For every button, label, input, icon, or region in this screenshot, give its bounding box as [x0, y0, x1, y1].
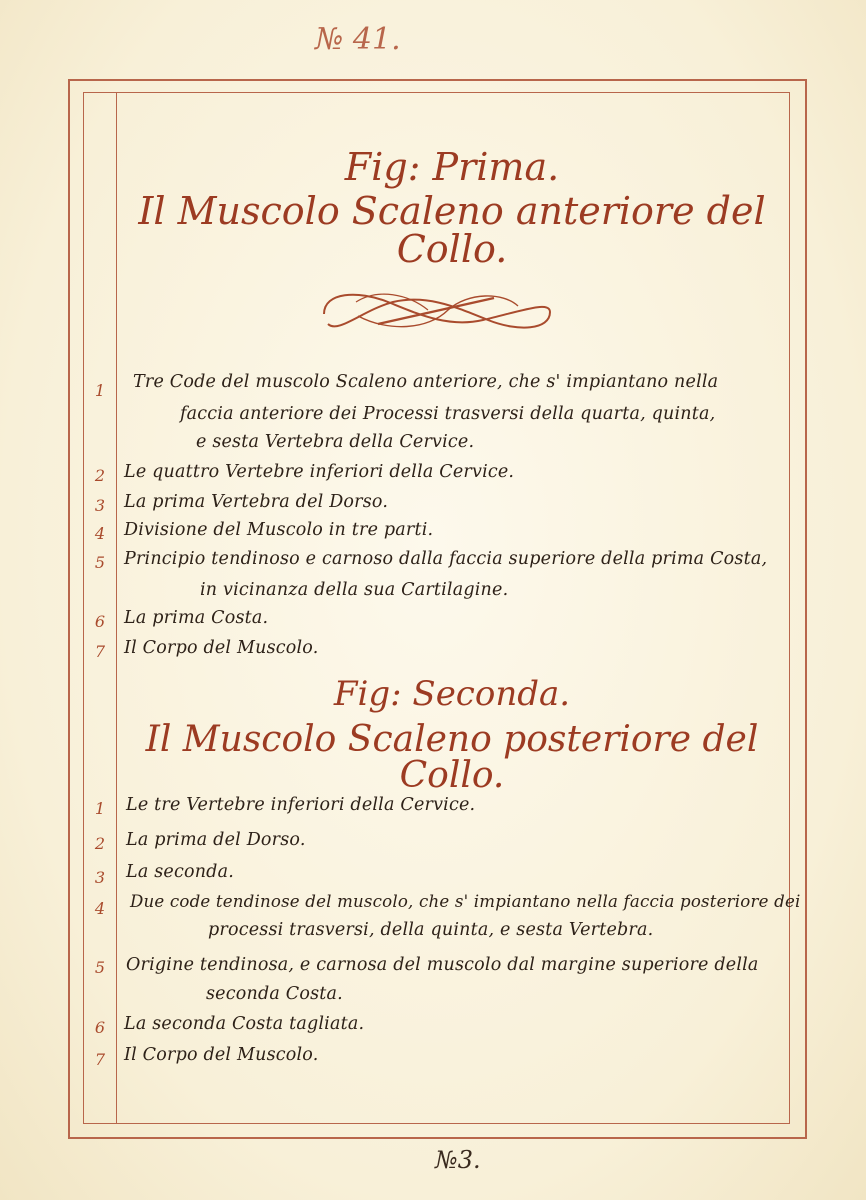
list-number: 2 — [94, 466, 106, 485]
list-item-line: Il Corpo del Muscolo. — [124, 1045, 319, 1065]
list-number: 6 — [94, 1018, 106, 1037]
list-item-line: processi trasversi, della quinta, e sesta Vertebra. — [208, 920, 654, 940]
list-item-line: Principio tendinoso e carnoso dalla faccia superiore della prima Costa, — [124, 549, 768, 569]
list-number: 7 — [94, 642, 106, 661]
list-item-line: Le quattro Vertebre inferiori della Cervice. — [124, 462, 515, 482]
list-item-line: La seconda Costa tagliata. — [124, 1014, 365, 1034]
list-number: 1 — [94, 799, 106, 818]
list-number: 5 — [94, 958, 106, 977]
figure-two-heading: Fig: Seconda. — [333, 674, 571, 714]
list-item-line: in vicinanza della sua Cartilagine. — [200, 580, 509, 600]
list-item-line: La seconda. — [126, 862, 234, 882]
list-item-line: La prima Vertebra del Dorso. — [124, 492, 389, 512]
list-number: 3 — [94, 496, 106, 515]
figure-one-title: Il Muscolo Scaleno anteriore del Collo. — [138, 189, 766, 271]
list-item-line: Due code tendinose del muscolo, che s' impiantano nella faccia posteriore dei — [130, 892, 801, 911]
calligraphic-flourish — [318, 280, 556, 340]
list-item-line: faccia anteriore dei Processi trasversi della quarta, quinta, — [180, 404, 716, 424]
list-item-line: e sesta Vertebra della Cervice. — [196, 432, 475, 452]
list-number: 4 — [94, 899, 106, 918]
list-item-line: Origine tendinosa, e carnosa del muscolo dal margine superiore della — [126, 955, 759, 975]
list-number: 3 — [94, 868, 106, 887]
margin-rule — [116, 93, 117, 1123]
list-item-line: La prima Costa. — [124, 608, 269, 628]
sheet-number: № 41. — [315, 22, 401, 57]
list-number: 4 — [94, 524, 106, 543]
list-number: 7 — [94, 1050, 106, 1069]
plate-number: №3. — [435, 1146, 481, 1174]
list-number: 6 — [94, 612, 106, 631]
list-item-line: Il Corpo del Muscolo. — [124, 638, 319, 658]
list-number: 2 — [94, 834, 106, 853]
list-item-line: Divisione del Muscolo in tre parti. — [124, 520, 434, 540]
list-item-line: Le tre Vertebre inferiori della Cervice. — [126, 795, 476, 815]
list-item-line: Tre Code del muscolo Scaleno anteriore, che s' impiantano nella — [133, 372, 719, 392]
list-number: 5 — [94, 553, 106, 572]
list-item-line: seconda Costa. — [206, 984, 343, 1004]
list-item-line: La prima del Dorso. — [126, 830, 306, 850]
figure-one-heading: Fig: Prima. — [344, 145, 560, 189]
figure-two-title: Il Muscolo Scaleno posteriore del Collo. — [145, 719, 759, 796]
list-number: 1 — [94, 381, 106, 400]
